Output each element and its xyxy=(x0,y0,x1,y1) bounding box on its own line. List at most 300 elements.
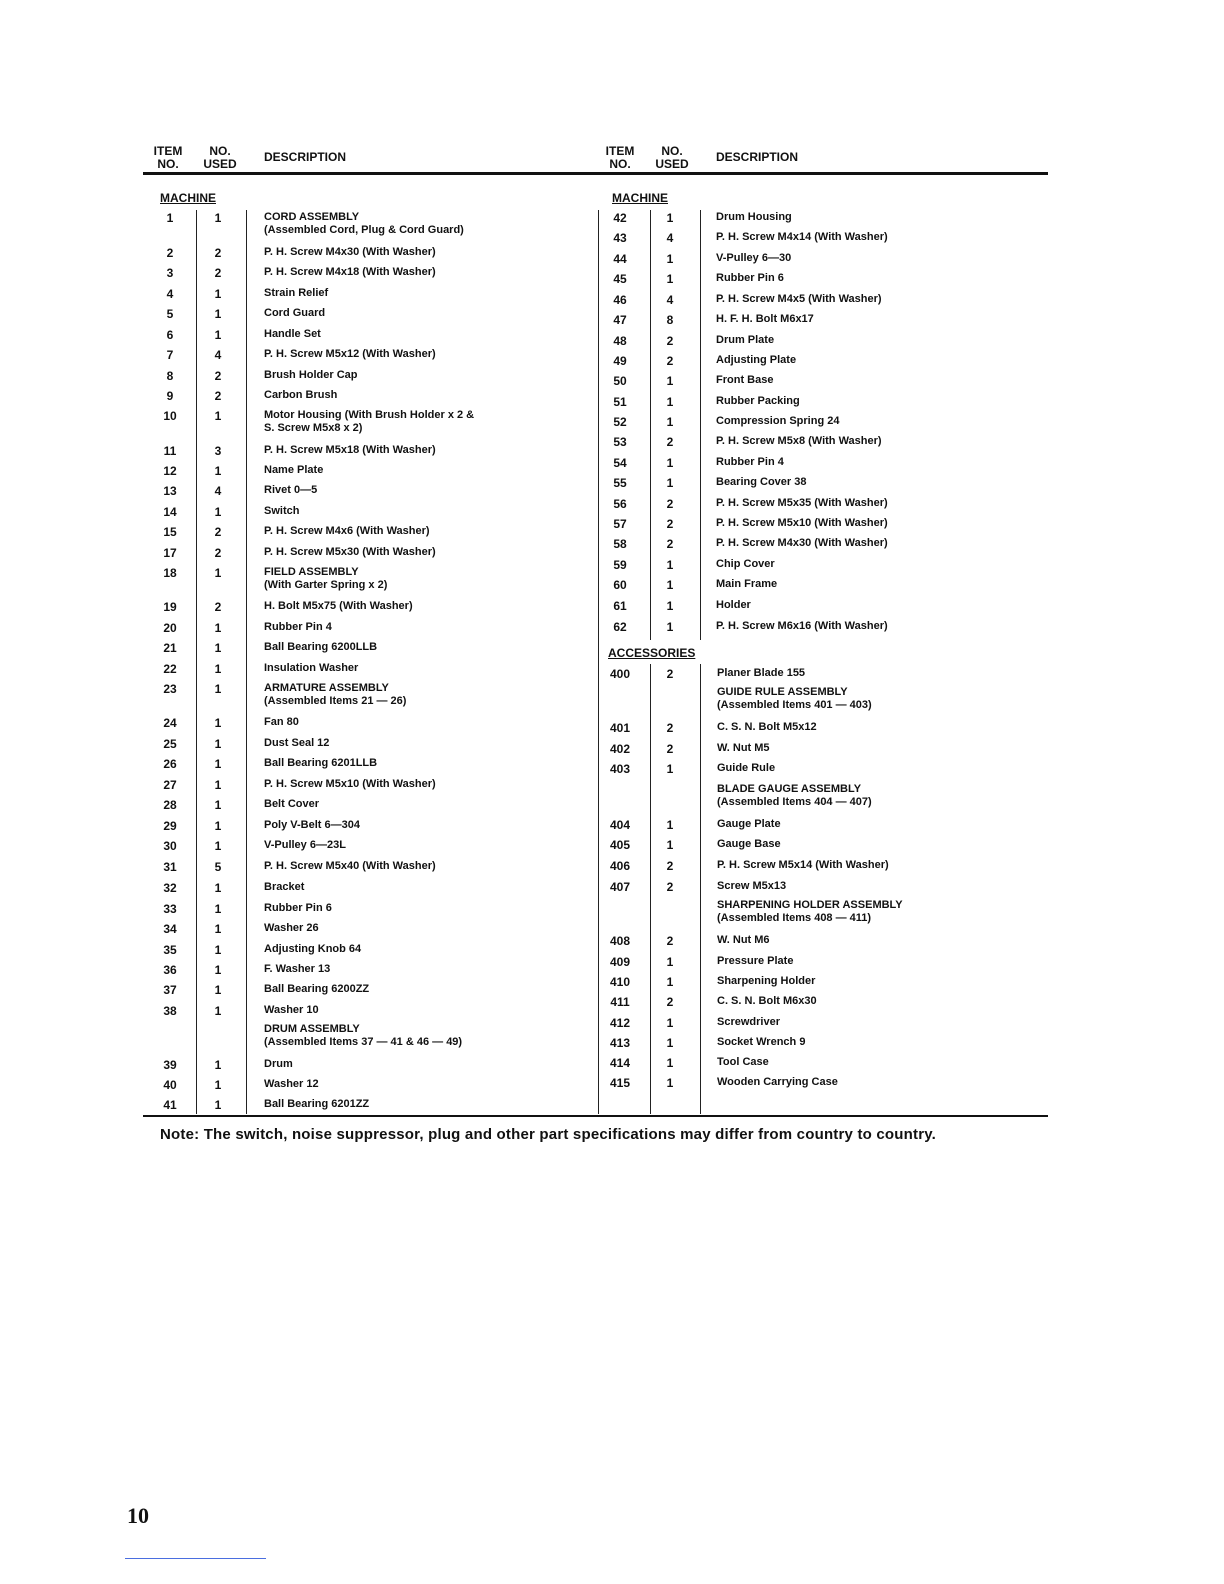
accessory-part-row xyxy=(600,742,1040,762)
left-part-row xyxy=(150,1023,590,1048)
part-description xyxy=(716,252,791,265)
quantity-used: 2 xyxy=(666,517,674,531)
left-part-row xyxy=(150,246,590,266)
quantity-used: 2 xyxy=(666,537,674,551)
quantity-used: 1 xyxy=(214,307,222,321)
part-description xyxy=(716,476,806,489)
left-part-row xyxy=(150,662,590,682)
quantity-used: 5 xyxy=(214,860,222,874)
accessory-part-row xyxy=(600,762,1040,782)
part-description xyxy=(264,211,464,237)
item-number: 39 xyxy=(163,1058,177,1072)
item-number: 56 xyxy=(613,497,627,511)
quantity-used: 1 xyxy=(214,409,222,423)
item-number: 61 xyxy=(613,599,627,613)
part-description xyxy=(716,456,784,469)
quantity-used: 1 xyxy=(214,963,222,977)
item-number: 22 xyxy=(163,662,177,676)
part-description xyxy=(264,525,430,538)
part-description xyxy=(717,838,781,851)
part-description xyxy=(717,1056,769,1069)
part-description-line: Drum Plate xyxy=(716,334,775,346)
header-used-label: USED xyxy=(203,157,237,171)
right-part-row xyxy=(600,374,1040,394)
item-number: 25 xyxy=(163,737,177,751)
quantity-used: 1 xyxy=(666,1056,674,1070)
header-no-used-right xyxy=(650,145,694,171)
left-part-row xyxy=(150,819,590,839)
quantity-used: 2 xyxy=(666,334,674,348)
part-description xyxy=(264,484,317,497)
part-description-line: W. Nut M5 xyxy=(717,742,770,754)
part-description-line: FIELD ASSEMBLY xyxy=(264,566,359,578)
part-description-line: Sharpening Holder xyxy=(717,975,816,987)
left-part-row xyxy=(150,464,590,484)
quantity-used: 2 xyxy=(214,600,222,614)
part-description-line: Ball Bearing 6200LLB xyxy=(264,641,378,653)
left-part-row xyxy=(150,881,590,901)
part-description-line: P. H. Screw M5x10 (With Washer) xyxy=(716,517,888,529)
quantity-used: 1 xyxy=(214,737,222,751)
quantity-used: 1 xyxy=(666,456,674,470)
left-part-row xyxy=(150,798,590,818)
part-description xyxy=(264,662,358,675)
part-description-line: Insulation Washer xyxy=(264,662,359,674)
left-part-row xyxy=(150,525,590,545)
right-part-row xyxy=(600,415,1040,435)
header-description-right: DESCRIPTION xyxy=(716,150,799,164)
quantity-used: 1 xyxy=(214,819,222,833)
part-description xyxy=(716,537,888,550)
left-part-row xyxy=(150,1058,590,1078)
part-description-line: Main Frame xyxy=(716,578,778,590)
part-description-line: Holder xyxy=(716,599,751,611)
part-description xyxy=(264,621,332,634)
quantity-used: 1 xyxy=(214,1004,222,1018)
part-description xyxy=(716,620,888,633)
item-number: 30 xyxy=(163,839,177,853)
part-description-subline: (Assembled Items 37 — 41 & 46 — 49) xyxy=(264,1036,463,1048)
quantity-used: 1 xyxy=(214,1098,222,1112)
right-part-row xyxy=(600,578,1040,598)
quantity-used: 1 xyxy=(214,505,222,519)
left-part-row xyxy=(150,600,590,620)
quantity-used: 2 xyxy=(214,246,222,260)
left-part-row xyxy=(150,328,590,348)
part-description xyxy=(264,943,361,956)
item-number: 15 xyxy=(163,525,177,539)
item-number: 38 xyxy=(163,1004,177,1018)
part-description-line: Tool Case xyxy=(717,1056,769,1068)
part-description-line: ARMATURE ASSEMBLY xyxy=(264,682,389,694)
right-part-row xyxy=(600,293,1040,313)
quantity-used: 2 xyxy=(666,859,674,873)
item-number: 50 xyxy=(613,374,627,388)
part-description-line: Screwdriver xyxy=(717,1016,780,1028)
item-number: 37 xyxy=(163,983,177,997)
quantity-used: 1 xyxy=(666,620,674,634)
part-description xyxy=(717,721,817,734)
part-description-subline: (Assembled Cord, Plug & Cord Guard) xyxy=(264,224,464,236)
part-description-line: Chip Cover xyxy=(716,558,775,570)
part-description-line: Switch xyxy=(264,505,300,517)
part-description-line: F. Washer 13 xyxy=(264,963,331,975)
part-description xyxy=(717,1036,805,1049)
item-number: 24 xyxy=(163,716,177,730)
left-part-row xyxy=(150,757,590,777)
left-part-row xyxy=(150,943,590,963)
part-description-line: P. H. Screw M5x14 (With Washer) xyxy=(717,859,889,871)
part-description-line: Dust Seal 12 xyxy=(264,737,330,749)
item-number: 408 xyxy=(609,934,631,948)
quantity-used: 1 xyxy=(214,211,222,225)
item-number: 2 xyxy=(166,246,174,260)
item-number: 35 xyxy=(163,943,177,957)
left-part-row xyxy=(150,839,590,859)
part-description-subline: (With Garter Spring x 2) xyxy=(264,579,388,591)
part-description-line: P. H. Screw M5x30 (With Washer) xyxy=(264,546,436,558)
left-part-row xyxy=(150,566,590,591)
item-number: 13 xyxy=(163,484,177,498)
accessory-part-row xyxy=(600,838,1040,858)
part-description xyxy=(717,1076,838,1089)
item-number: 36 xyxy=(163,963,177,977)
part-description xyxy=(264,757,377,770)
part-description xyxy=(264,505,299,518)
part-description-line: Brush Holder Cap xyxy=(264,369,358,381)
part-description-line: Ball Bearing 6200ZZ xyxy=(264,983,370,995)
part-description xyxy=(264,860,436,873)
left-part-row xyxy=(150,1098,590,1118)
quantity-used: 1 xyxy=(666,272,674,286)
part-description xyxy=(716,395,800,408)
part-description-line: P. H. Screw M5x18 (With Washer) xyxy=(264,444,436,456)
part-description-line: P. H. Screw M6x16 (With Washer) xyxy=(716,620,888,632)
accessory-part-row xyxy=(600,1056,1040,1076)
header-rule xyxy=(143,172,1048,175)
part-description-line: Fan 80 xyxy=(264,716,299,728)
left-part-row xyxy=(150,389,590,409)
item-number: 1 xyxy=(166,211,174,225)
part-description xyxy=(717,995,817,1008)
item-number: 60 xyxy=(613,578,627,592)
item-number: 409 xyxy=(609,955,631,969)
part-description-line: Pressure Plate xyxy=(717,955,794,967)
right-part-row xyxy=(600,211,1040,231)
quantity-used: 1 xyxy=(214,566,222,580)
section-machine-right: MACHINE xyxy=(612,191,668,205)
quantity-used: 2 xyxy=(666,742,674,756)
part-description xyxy=(716,599,751,612)
quantity-used: 2 xyxy=(666,667,674,681)
accessory-part-row xyxy=(600,1016,1040,1036)
quantity-used: 2 xyxy=(214,266,222,280)
item-number: 42 xyxy=(613,211,627,225)
item-number: 402 xyxy=(609,742,631,756)
quantity-used: 1 xyxy=(666,818,674,832)
item-number: 10 xyxy=(163,409,177,423)
left-part-row xyxy=(150,641,590,661)
part-description xyxy=(264,546,436,559)
left-part-row xyxy=(150,546,590,566)
item-number: 6 xyxy=(166,328,174,342)
left-part-row xyxy=(150,211,590,236)
quantity-used: 1 xyxy=(214,328,222,342)
part-description-line: Rubber Pin 4 xyxy=(716,456,784,468)
quantity-used: 1 xyxy=(214,682,222,696)
accessory-part-row xyxy=(600,934,1040,954)
quantity-used: 8 xyxy=(666,313,674,327)
part-description xyxy=(716,435,882,448)
part-description xyxy=(717,880,786,893)
part-description xyxy=(264,348,436,361)
part-description xyxy=(716,497,888,510)
quantity-used: 1 xyxy=(666,975,674,989)
part-description xyxy=(264,881,304,894)
item-number: 54 xyxy=(613,456,627,470)
accessory-part-row xyxy=(600,686,1040,711)
part-description xyxy=(264,641,377,654)
part-description xyxy=(716,354,796,367)
item-number: 3 xyxy=(166,266,174,280)
item-number: 57 xyxy=(613,517,627,531)
part-description-line: P. H. Screw M5x35 (With Washer) xyxy=(716,497,888,509)
part-description xyxy=(717,686,872,712)
part-description-line: Compression Spring 24 xyxy=(716,415,840,427)
part-description-line: P. H. Screw M4x18 (With Washer) xyxy=(264,266,436,278)
right-part-row xyxy=(600,313,1040,333)
part-description-line: CORD ASSEMBLY xyxy=(264,211,360,223)
part-description xyxy=(264,1098,369,1111)
item-number: 58 xyxy=(613,537,627,551)
part-description-subline: (Assembled Items 408 — 411) xyxy=(717,912,872,924)
left-part-row xyxy=(150,307,590,327)
item-number: 27 xyxy=(163,778,177,792)
left-part-row xyxy=(150,922,590,942)
quantity-used: 1 xyxy=(666,252,674,266)
part-description-line: P. H. Screw M4x6 (With Washer) xyxy=(264,525,430,537)
left-part-row xyxy=(150,505,590,525)
part-description xyxy=(264,682,406,708)
left-part-row xyxy=(150,444,590,464)
left-part-row xyxy=(150,348,590,368)
part-description-line: Ball Bearing 6201LLB xyxy=(264,757,378,769)
right-part-row xyxy=(600,497,1040,517)
part-description xyxy=(264,328,321,341)
item-number: 11 xyxy=(163,444,177,458)
part-description xyxy=(716,578,777,591)
header-no-label: NO. xyxy=(157,157,179,171)
left-part-row xyxy=(150,983,590,1003)
part-description-subline: S. Screw M5x8 x 2) xyxy=(264,422,363,434)
left-part-row xyxy=(150,409,590,434)
quantity-used: 4 xyxy=(666,293,674,307)
item-number: 28 xyxy=(163,798,177,812)
quantity-used: 1 xyxy=(666,558,674,572)
right-part-row xyxy=(600,252,1040,272)
part-description-line: Rivet 0—5 xyxy=(264,484,318,496)
left-part-row xyxy=(150,369,590,389)
header-description: DESCRIPTION xyxy=(264,150,347,164)
left-part-row xyxy=(150,963,590,983)
part-description-line: H. Bolt M5x75 (With Washer) xyxy=(264,600,413,612)
part-description xyxy=(716,272,784,285)
part-description-line: Washer 26 xyxy=(264,922,319,934)
quantity-used: 2 xyxy=(214,389,222,403)
right-part-row xyxy=(600,537,1040,557)
quantity-used: 1 xyxy=(214,839,222,853)
item-number: 401 xyxy=(609,721,631,735)
item-number: 14 xyxy=(163,505,177,519)
part-description-line: P. H. Screw M5x40 (With Washer) xyxy=(264,860,436,872)
item-number: 17 xyxy=(163,546,177,560)
accessory-part-row xyxy=(600,721,1040,741)
quantity-used: 1 xyxy=(666,211,674,225)
part-description xyxy=(716,293,882,306)
part-description-line: Wooden Carrying Case xyxy=(717,1076,838,1088)
part-description xyxy=(264,798,319,811)
quantity-used: 4 xyxy=(666,231,674,245)
part-description xyxy=(716,374,773,387)
part-description xyxy=(264,716,299,729)
item-number: 29 xyxy=(163,819,177,833)
part-description-line: Socket Wrench 9 xyxy=(717,1036,806,1048)
quantity-used: 1 xyxy=(214,757,222,771)
quantity-used: 1 xyxy=(214,778,222,792)
item-number: 26 xyxy=(163,757,177,771)
quantity-used: 2 xyxy=(666,354,674,368)
part-description-line: Strain Relief xyxy=(264,287,329,299)
quantity-used: 1 xyxy=(666,1016,674,1030)
part-description-line: H. F. H. Bolt M6x17 xyxy=(716,313,814,325)
item-number: 51 xyxy=(613,395,627,409)
left-part-row xyxy=(150,621,590,641)
part-description-line: BLADE GAUGE ASSEMBLY xyxy=(717,783,862,795)
item-number: 5 xyxy=(166,307,174,321)
part-description-subline: (Assembled Items 21 — 26) xyxy=(264,695,407,707)
part-description xyxy=(717,742,770,755)
part-description-line: Carbon Brush xyxy=(264,389,338,401)
item-number: 47 xyxy=(613,313,627,327)
part-description-line: Rubber Packing xyxy=(716,395,800,407)
quantity-used: 1 xyxy=(214,983,222,997)
part-description xyxy=(264,819,360,832)
item-number: 406 xyxy=(609,859,631,873)
right-part-row xyxy=(600,272,1040,292)
part-description xyxy=(716,211,792,224)
part-description xyxy=(264,600,413,613)
item-number: 19 xyxy=(163,600,177,614)
section-accessories: ACCESSORIES xyxy=(608,646,696,660)
item-number: 407 xyxy=(609,880,631,894)
part-description xyxy=(717,859,889,872)
part-description xyxy=(264,1023,462,1049)
quantity-used: 1 xyxy=(214,943,222,957)
part-description-line: C. S. N. Bolt M5x12 xyxy=(717,721,817,733)
item-number: 404 xyxy=(609,818,631,832)
quantity-used: 2 xyxy=(666,721,674,735)
part-description-line: P. H. Screw M4x30 (With Washer) xyxy=(264,246,436,258)
quantity-used: 1 xyxy=(214,1078,222,1092)
quantity-used: 1 xyxy=(214,881,222,895)
part-description xyxy=(264,902,332,915)
part-description xyxy=(264,737,329,750)
left-part-row xyxy=(150,860,590,880)
item-number: 12 xyxy=(163,464,177,478)
item-number: 405 xyxy=(609,838,631,852)
quantity-used: 1 xyxy=(666,762,674,776)
item-number: 7 xyxy=(166,348,174,362)
item-number: 44 xyxy=(613,252,627,266)
left-part-row xyxy=(150,484,590,504)
item-number: 40 xyxy=(163,1078,177,1092)
quantity-used: 4 xyxy=(214,348,222,362)
item-number: 52 xyxy=(613,415,627,429)
quantity-used: 1 xyxy=(666,374,674,388)
item-number: 400 xyxy=(609,667,631,681)
part-description xyxy=(717,1016,780,1029)
part-description xyxy=(264,963,330,976)
right-part-row xyxy=(600,354,1040,374)
part-description xyxy=(264,464,323,477)
left-part-row xyxy=(150,716,590,736)
quantity-used: 2 xyxy=(666,435,674,449)
part-description xyxy=(264,444,436,457)
right-part-row xyxy=(600,334,1040,354)
quantity-used: 1 xyxy=(214,902,222,916)
quantity-used: 2 xyxy=(214,525,222,539)
item-number: 411 xyxy=(610,995,630,1009)
page-number: 10 xyxy=(127,1503,149,1528)
header-no-used xyxy=(198,145,242,171)
item-number: 62 xyxy=(613,620,627,634)
part-description-line: P. H. Screw M5x10 (With Washer) xyxy=(264,778,436,790)
right-part-row xyxy=(600,517,1040,537)
quantity-used: 4 xyxy=(214,484,222,498)
part-description-line: Rubber Pin 6 xyxy=(264,902,332,914)
left-part-row xyxy=(150,287,590,307)
quantity-used: 1 xyxy=(666,1076,674,1090)
quantity-used: 1 xyxy=(214,662,222,676)
part-description xyxy=(264,1058,293,1071)
part-description-line: Adjusting Plate xyxy=(716,354,797,366)
part-description-line: Rubber Pin 4 xyxy=(264,621,332,633)
item-number: 31 xyxy=(163,860,177,874)
header-item-label: ITEM xyxy=(153,144,183,158)
part-description xyxy=(716,415,839,428)
quantity-used: 1 xyxy=(666,1036,674,1050)
part-description-line: P. H. Screw M4x5 (With Washer) xyxy=(716,293,882,305)
part-description-line: Adjusting Knob 64 xyxy=(264,943,362,955)
accessory-part-row xyxy=(600,995,1040,1015)
item-number: 21 xyxy=(163,641,177,655)
quantity-used: 1 xyxy=(214,1058,222,1072)
part-description xyxy=(264,778,436,791)
part-description xyxy=(717,783,872,809)
quantity-used: 2 xyxy=(666,880,674,894)
part-description xyxy=(264,409,474,435)
part-description-line: Drum Housing xyxy=(716,211,792,223)
part-description xyxy=(717,975,815,988)
part-description-line: Guide Rule xyxy=(717,762,776,774)
left-part-row xyxy=(150,902,590,922)
accessory-part-row xyxy=(600,1036,1040,1056)
right-part-row xyxy=(600,395,1040,415)
part-description-line: Drum xyxy=(264,1058,293,1070)
item-number: 18 xyxy=(163,566,177,580)
quantity-used: 1 xyxy=(666,578,674,592)
item-number: 55 xyxy=(613,476,627,490)
